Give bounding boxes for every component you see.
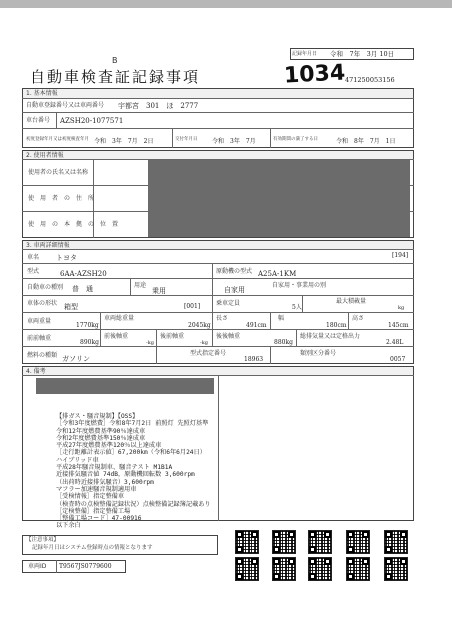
body-shape-code: [001] xyxy=(184,303,201,310)
user-address-label: 使 用 者 の 住 所 xyxy=(28,195,95,202)
user-info-heading: 2. 使用者情報 xyxy=(26,152,64,159)
record-date-label: 記録年月日 xyxy=(292,51,318,57)
expiry-date-label: 有効期間の満了する日 xyxy=(273,137,318,142)
displacement-label: 総排気量又は定格出力 xyxy=(300,333,361,340)
b-mark: B xyxy=(112,56,118,65)
document-id: 471250053156 xyxy=(345,76,395,84)
user-name-label: 使用者の氏名又は名称 xyxy=(28,169,89,176)
first-registration-label: 初度登録年月又は初度検査年月 xyxy=(26,137,89,142)
remarks-line: ［受検情報］指定整備車 xyxy=(56,493,125,501)
model-value: 6AA-AZSH20 xyxy=(60,270,107,278)
vin-value: AZSH20-1077571 xyxy=(60,117,124,125)
front-front-axle-label: 前前軸重 xyxy=(27,335,52,342)
first-registration-value: 令和 3年 7月 2日 xyxy=(94,138,154,145)
use-label: 用途 xyxy=(134,282,147,289)
vehicle-id-label: 車両ID xyxy=(28,563,47,570)
vehicle-weight-value: 1770kg xyxy=(76,322,99,329)
use-value: 乗用 xyxy=(152,287,166,295)
rear-front-axle-value: -kg xyxy=(200,340,208,346)
remarks-line: マフラー加速騒音規制適用車 xyxy=(56,485,137,493)
displacement-value: 2.48L xyxy=(386,339,404,346)
qr-code-8 xyxy=(346,557,370,581)
width-value: 180cm xyxy=(326,322,347,329)
page-title: 自動車検査証記録事項 xyxy=(30,68,201,86)
gross-weight-value: 2045kg xyxy=(188,322,211,329)
basic-info-heading: 1. 基本情報 xyxy=(26,90,58,97)
qr-code-2 xyxy=(235,557,259,581)
qr-code-10 xyxy=(384,557,408,581)
vehicle-weight-label: 車両重量 xyxy=(27,318,52,325)
qr-code-4 xyxy=(272,557,296,581)
remarks-heading: 4. 備考 xyxy=(26,368,46,375)
remarks-line: （検査時の点検整備記録状況）点検整備記録簿記載あり xyxy=(56,500,211,508)
remarks-line: ［走行距離計表示値］67,200km（令和6年6月24日） xyxy=(56,449,206,457)
rear-front-axle-label: 後前軸重 xyxy=(160,333,185,340)
vehicle-id-value: T9567JS0779600 xyxy=(59,563,112,570)
remarks-line: 【排ガス・騒音規制】【OSS】 xyxy=(56,413,139,420)
qr-code-3 xyxy=(272,530,296,554)
redacted-remarks-header xyxy=(36,378,214,394)
private-business-label: 自家用・事業用の別 xyxy=(272,282,327,289)
remarks-list xyxy=(56,413,211,530)
qr-code-7 xyxy=(346,530,370,554)
make-code: [194] xyxy=(392,252,409,259)
body-shape-value: 箱型 xyxy=(64,303,78,311)
width-label: 幅 xyxy=(278,315,285,322)
qr-code-6 xyxy=(308,557,332,581)
remarks-line: 近接排気騒音値 74dB，原動機回転数 3,600rpm xyxy=(56,471,195,479)
body-shape-label: 車体の形状 xyxy=(27,300,58,307)
rear-rear-axle-value: 880kg xyxy=(274,339,293,346)
vehicle-kind-value: 普 通 xyxy=(72,285,93,293)
capacity-label: 乗車定員 xyxy=(216,300,241,307)
issue-date-label: 交付年月日 xyxy=(175,137,198,142)
scanner-top-band xyxy=(0,0,452,8)
qr-code-5 xyxy=(308,530,332,554)
notes-text: 記録年月日はシステム登録時点の情報となります xyxy=(32,545,153,551)
front-rear-axle-label: 前後軸重 xyxy=(104,333,129,340)
type-designation-label: 型式指定番号 xyxy=(190,350,227,357)
record-date-value: 令和 7年 3月 10日 xyxy=(330,50,395,58)
make-label: 車名 xyxy=(27,254,40,261)
qr-code-1 xyxy=(235,530,259,554)
engine-model-value: A25A-1KM xyxy=(258,270,297,278)
height-label: 高さ xyxy=(352,315,365,322)
remarks-line: 平成27年度燃費基準120％以上達成車 xyxy=(56,442,162,450)
registration-number-label: 自動車登録番号又は車両番号 xyxy=(26,102,105,109)
max-load-unit: kg xyxy=(398,305,405,311)
make-value: トヨタ xyxy=(56,254,77,262)
vehicle-kind-label: 自動車の種別 xyxy=(27,284,64,291)
vehicle-details-heading: 3. 車両詳細情報 xyxy=(26,242,70,249)
class-number-label: 類別区分番号 xyxy=(300,350,337,357)
remarks-line: ハイブリッド車 xyxy=(56,456,99,464)
capacity-value: 5人 xyxy=(292,304,302,311)
registration-number-value: 宇都宮 301 ほ 2777 xyxy=(118,102,199,110)
fuel-type-label: 燃料の種類 xyxy=(27,352,58,359)
front-front-axle-value: 890kg xyxy=(80,339,99,346)
engine-model-label: 原動機の型式 xyxy=(216,268,253,275)
notes-label: 【注意事項】 xyxy=(26,537,60,543)
type-designation-value: 18963 xyxy=(244,356,264,363)
vin-label: 車台番号 xyxy=(26,117,51,124)
max-load-label: 最大積載量 xyxy=(336,298,367,305)
front-rear-axle-value: -kg xyxy=(146,340,154,346)
remarks-line: 令和12年度燃費基準90％達成車 xyxy=(56,427,146,435)
height-value: 145cm xyxy=(388,322,409,329)
remarks-line: 以下余白 xyxy=(56,522,81,530)
gross-weight-label: 車両総重量 xyxy=(104,315,135,322)
remarks-line: 令和2年度燃費基準150％達成車 xyxy=(56,434,146,442)
remarks-line: ［定検整備］指定整備工場 xyxy=(56,507,131,515)
issue-date-value: 令和 3年 7月 xyxy=(212,138,256,145)
class-number-value: 0057 xyxy=(390,356,406,363)
length-value: 491cm xyxy=(246,322,267,329)
base-location-label: 使 用 の 本 拠 の 位 置 xyxy=(28,221,119,228)
remarks-line: 平成28年騒音規制車、騒音テスト M1B1A xyxy=(56,464,173,472)
model-label: 型式 xyxy=(27,268,40,275)
handwritten-number: 1034 xyxy=(283,60,346,89)
fuel-type-value: ガソリン xyxy=(62,355,90,363)
rear-rear-axle-label: 後後軸重 xyxy=(216,333,241,340)
qr-code-9 xyxy=(384,530,408,554)
private-business-value: 自家用 xyxy=(224,286,245,294)
remarks-line: ［令和3年度燃費］令和8年7月2日 前照灯 先照灯基準 xyxy=(56,420,209,428)
remarks-line: ［整備工場コード］47-00916 xyxy=(56,515,142,523)
remarks-line: （出荷時近接排気騒音）3,600rpm xyxy=(56,478,154,486)
expiry-date-value: 令和 8年 7月 1日 xyxy=(336,138,396,145)
length-label: 長さ xyxy=(216,315,229,322)
redacted-user-info xyxy=(148,160,410,237)
